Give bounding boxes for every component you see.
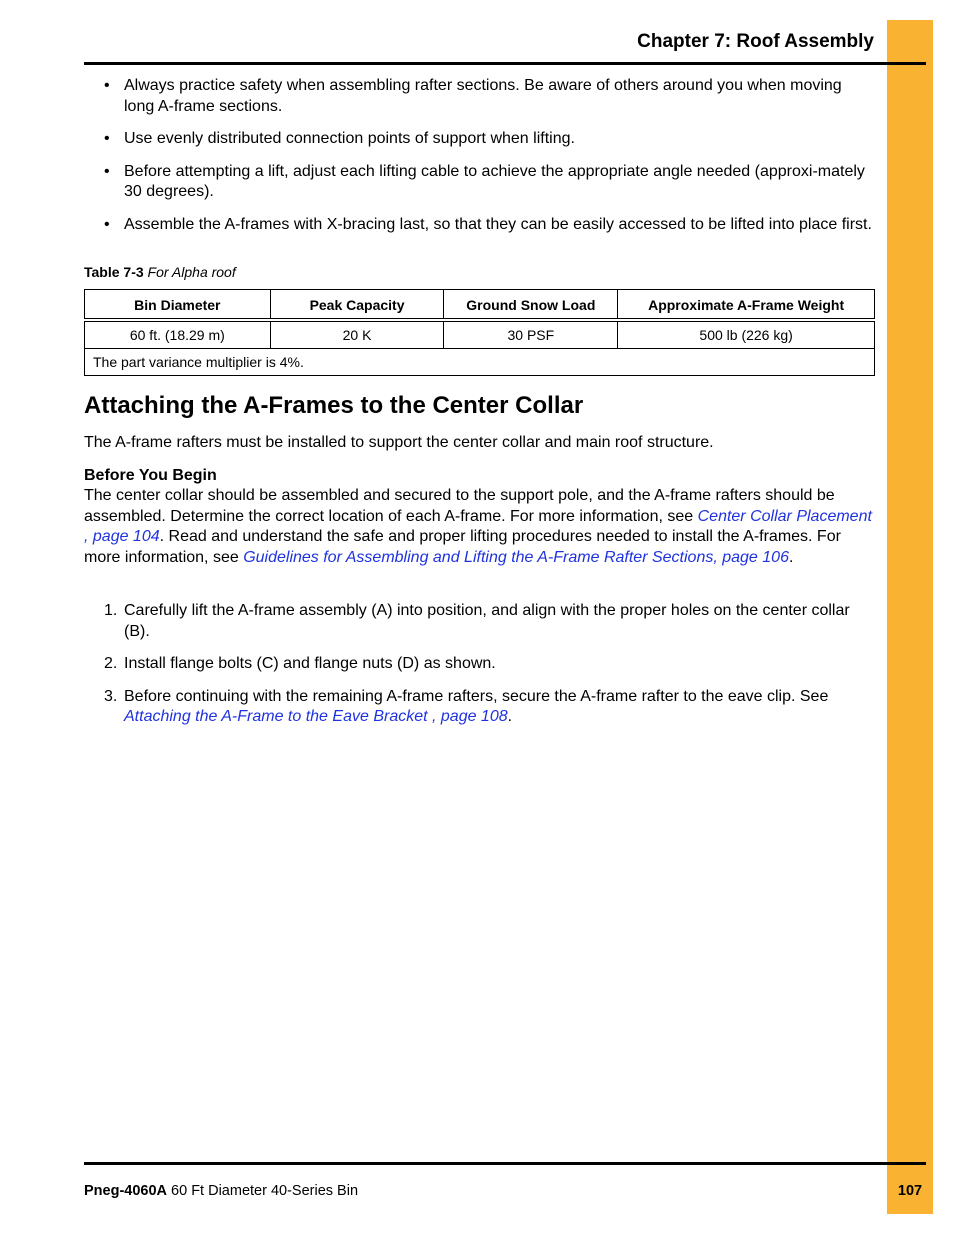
step-item: 1. Carefully lift the A-frame assembly (A) into position, and align with the proper holes on the center collar (B).	[104, 602, 850, 640]
footer-doc-info	[84, 1183, 358, 1199]
link-center-collar-placement[interactable]: Center Collar Placement , page 104	[84, 507, 872, 545]
link-eave-bracket[interactable]: Attaching the A-Frame to the Eave Bracket , page 108	[124, 708, 508, 725]
before-you-begin-text: The center collar should be assembled and secured to the support pole, and the A-frame rafters should be assembled. Determine the correct location of each A-frame. For more information, see Center Collar Placement , page 104. Read and understand the safe and proper lifting procedures needed to install the A-frames. For more information, see Guidelines for Assembling and Lifting the A-Frame Rafter Sections, page 106.	[84, 487, 872, 566]
bullet-item: • Before attempting a lift, adjust each lifting cable to achieve the appropriate angle needed (approxi-mately 30 degrees).	[84, 162, 876, 203]
column-header: Approximate A-Frame Weight	[618, 290, 875, 321]
column-header: Bin Diameter	[85, 290, 271, 321]
column-header: Ground Snow Load	[444, 290, 618, 321]
procedure-steps	[84, 601, 876, 740]
footer-rule	[84, 1162, 926, 1165]
alpha-roof-table	[84, 289, 875, 376]
table-header-row	[85, 290, 875, 321]
safety-bullet-list	[84, 76, 876, 247]
table-cell: 60 ft. (18.29 m)	[85, 320, 271, 349]
link-guidelines-lifting[interactable]: Guidelines for Assembling and Lifting the A-Frame Rafter Sections, page 106	[243, 548, 789, 566]
table-cell: 30 PSF	[444, 320, 618, 349]
chapter-sidebar-tab	[887, 20, 933, 1214]
section-intro: The A-frame rafters must be installed to support the center collar and main roof structure.	[84, 434, 714, 451]
bullet-item: • Use evenly distributed connection points of support when lifting.	[84, 129, 876, 150]
table-note: The part variance multiplier is 4%.	[85, 349, 875, 376]
bullet-item: • Assemble the A-frames with X-bracing last, so that they can be easily accessed to be lifted into place first.	[84, 215, 876, 236]
header-rule	[84, 62, 926, 65]
section-title: Attaching the A-Frames to the Center Collar	[84, 392, 584, 419]
column-header: Peak Capacity	[270, 290, 444, 321]
table-cell: 500 lb (226 kg)	[618, 320, 875, 349]
table-caption-text: For Alpha roof	[147, 264, 236, 280]
doc-title: 60 Ft Diameter 40-Series Bin	[167, 1183, 359, 1199]
before-you-begin-heading: Before You Begin	[84, 467, 217, 484]
step-item: 2. Install flange bolts (C) and flange nuts (D) as shown.	[104, 655, 496, 672]
table-note-row	[85, 349, 875, 376]
table-cell: 20 K	[270, 320, 444, 349]
doc-id: Pneg-4060A	[84, 1183, 168, 1199]
table-row	[85, 320, 875, 349]
chapter-title: Chapter 7: Roof Assembly	[637, 31, 874, 52]
bullet-item: • Always practice safety when assembling rafter sections. Be aware of others around you when moving long A-frame sections.	[84, 76, 876, 117]
table-caption-label: Table 7-3	[84, 264, 144, 280]
table-caption	[84, 264, 236, 280]
page-number: 107	[897, 1183, 923, 1199]
step-item: 3. Before continuing with the remaining A-frame rafters, secure the A-frame rafter to the eave clip. See Attaching the A-Frame to the Eave Bracket , page 108.	[104, 687, 829, 725]
